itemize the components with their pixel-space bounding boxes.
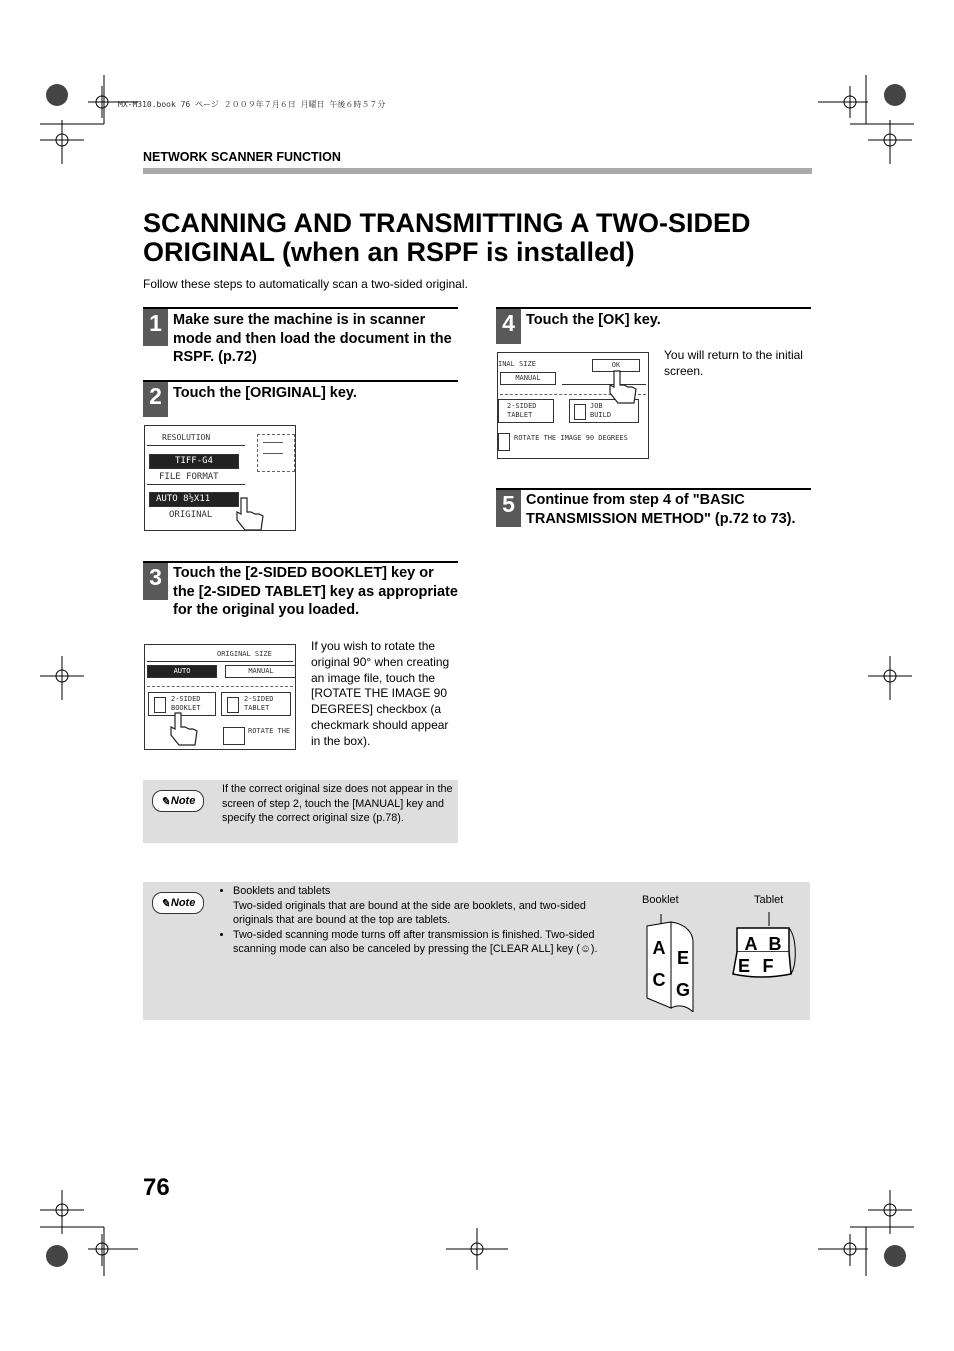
- hand-pointer-icon: [606, 367, 646, 407]
- step-4-side-text: You will return to the initial screen.: [664, 348, 803, 378]
- resolution-label: RESOLUTION: [162, 433, 211, 442]
- intro-text: Follow these steps to automatically scan a two-sided original.: [143, 277, 468, 291]
- page-title-line2: ORIGINAL (when an RSPF is installed): [143, 237, 635, 267]
- note-1-text: If the correct original size does not appear in the screen of step 2, touch the [MANUAL] key and specify the correct original size (p.78).: [222, 783, 453, 824]
- tablet-letter-e: E: [737, 956, 751, 976]
- step-1-text: Make sure the machine is in scanner mode and then load the document in the RSPF. (p.72): [173, 312, 452, 365]
- original-size-label-cropped: INAL SIZE: [498, 360, 536, 368]
- note-label: Note: [170, 897, 196, 909]
- rotate-label: ROTATE THE: [248, 727, 291, 735]
- job-build-line1: JOB: [590, 402, 603, 410]
- tablet-letter-b: B: [768, 934, 782, 954]
- step-4-text: Touch the [OK] key.: [526, 312, 661, 328]
- tablet-letter-f: F: [762, 956, 774, 976]
- header-rule: [143, 168, 812, 174]
- note-2-item-1-title: Booklets and tablets: [233, 885, 331, 897]
- step-3-text: Touch the [2-SIDED BOOKLET] key or the [2-SIDED TABLET] key as appropriate for the original you loaded.: [173, 565, 458, 618]
- rotate-label: ROTATE THE IMAGE 90 DEGREES: [514, 434, 628, 442]
- booklet-icon: [154, 697, 166, 713]
- booklet-letter-e: E: [676, 948, 690, 968]
- 2-sided-tablet-key[interactable]: [221, 692, 291, 716]
- note-pencil-icon: ✎: [160, 897, 170, 910]
- booklet-letter-c: C: [652, 970, 666, 990]
- page-title: [143, 209, 823, 267]
- original-size-key[interactable]: AUTO 8½X11: [149, 492, 239, 507]
- booklet-label: Booklet: [642, 894, 679, 906]
- print-info: MX-M310.book 76 ページ ２００９年７月６日 月曜日 午後６時５７分: [118, 100, 386, 109]
- step-1-rule: [143, 307, 458, 309]
- note-2-item-1-body: Two-sided originals that are bound at the side are booklets, and two-sided originals that are bound at the top are tablets.: [233, 899, 586, 926]
- page-number: 76: [143, 1174, 170, 1201]
- 2-sided-tablet-key[interactable]: [498, 399, 554, 423]
- step-3-number: 3: [143, 563, 168, 600]
- job-build-icon: [574, 404, 586, 420]
- note-badge: [152, 892, 204, 914]
- step-1-number: 1: [143, 309, 168, 346]
- note-2-item-1: [233, 884, 625, 928]
- manual-key[interactable]: MANUAL: [500, 372, 556, 385]
- tablet-icon: [227, 697, 239, 713]
- hand-pointer-icon: [167, 709, 207, 749]
- screen-original-key: [144, 425, 296, 531]
- job-build-line2: BUILD: [590, 411, 612, 419]
- step-4-number: 4: [496, 309, 521, 344]
- step-3-rule: [143, 561, 458, 563]
- booklet-letter-a: A: [652, 938, 666, 958]
- manual-key[interactable]: MANUAL: [225, 665, 296, 678]
- step-5-text: Continue from step 4 of "BASIC TRANSMISSION METHOD" (p.72 to 73).: [526, 492, 796, 527]
- screen-ok-key: [497, 352, 649, 459]
- tablet-label: Tablet: [754, 894, 784, 906]
- booklet-letter-g: G: [675, 980, 691, 1000]
- tablet-key-line1: 2-SIDED: [507, 402, 537, 410]
- hand-pointer-icon: [233, 494, 273, 531]
- original-key-label: ORIGINAL: [169, 510, 213, 520]
- note-2-item-2: [233, 928, 625, 957]
- section-title: NETWORK SCANNER FUNCTION: [143, 150, 341, 164]
- step-4-rule: [496, 307, 811, 309]
- page-title-line1: SCANNING AND TRANSMITTING A TWO-SIDED: [143, 208, 751, 238]
- booklet-illustration: [643, 912, 703, 1012]
- rotate-checkbox[interactable]: [223, 727, 245, 745]
- note-label: Note: [170, 795, 196, 807]
- step-2-number: 2: [143, 382, 168, 417]
- note-box-1: [143, 780, 458, 843]
- step-2-rule: [143, 380, 458, 382]
- tablet-key-line1: 2-SIDED: [244, 695, 274, 703]
- booklet-key-line1: 2-SIDED: [171, 695, 201, 703]
- step-2-text: Touch the [ORIGINAL] key.: [173, 385, 357, 401]
- tablet-illustration: [727, 908, 797, 988]
- tiff-g4-key[interactable]: TIFF-G4: [149, 454, 239, 469]
- note-badge: [152, 790, 204, 812]
- original-size-label: ORIGINAL SIZE: [217, 650, 272, 658]
- rotate-checkbox[interactable]: [498, 433, 510, 451]
- auto-key[interactable]: AUTO: [147, 665, 217, 678]
- file-format-label: FILE FORMAT: [159, 472, 219, 482]
- note-box-2: [143, 882, 810, 1020]
- note-2-item-2-body: Two-sided scanning mode turns off after transmission is finished. Two-sided scanning mode can also be canceled by pressing the [CLEAR ALL] key (☺).: [233, 928, 598, 955]
- note-pencil-icon: ✎: [160, 795, 170, 808]
- screen-2-sided-selection: [144, 644, 296, 750]
- step-3-side-text: If you wish to rotate the original 90° when creating an image file, touch the [ROTATE THE IMAGE 90 DEGREES] checkbox (a checkmark should appear in the box).: [311, 639, 450, 748]
- ok-key[interactable]: OK: [592, 359, 640, 372]
- step-5-number: 5: [496, 490, 521, 527]
- tablet-key-line2: TABLET: [507, 411, 533, 419]
- step-5-rule: [496, 488, 811, 490]
- tablet-key-line2: TABLET: [244, 704, 270, 712]
- tablet-letter-a: A: [744, 934, 758, 954]
- booklet-key-line2: BOOKLET: [171, 704, 201, 712]
- note-2-text: [221, 884, 625, 957]
